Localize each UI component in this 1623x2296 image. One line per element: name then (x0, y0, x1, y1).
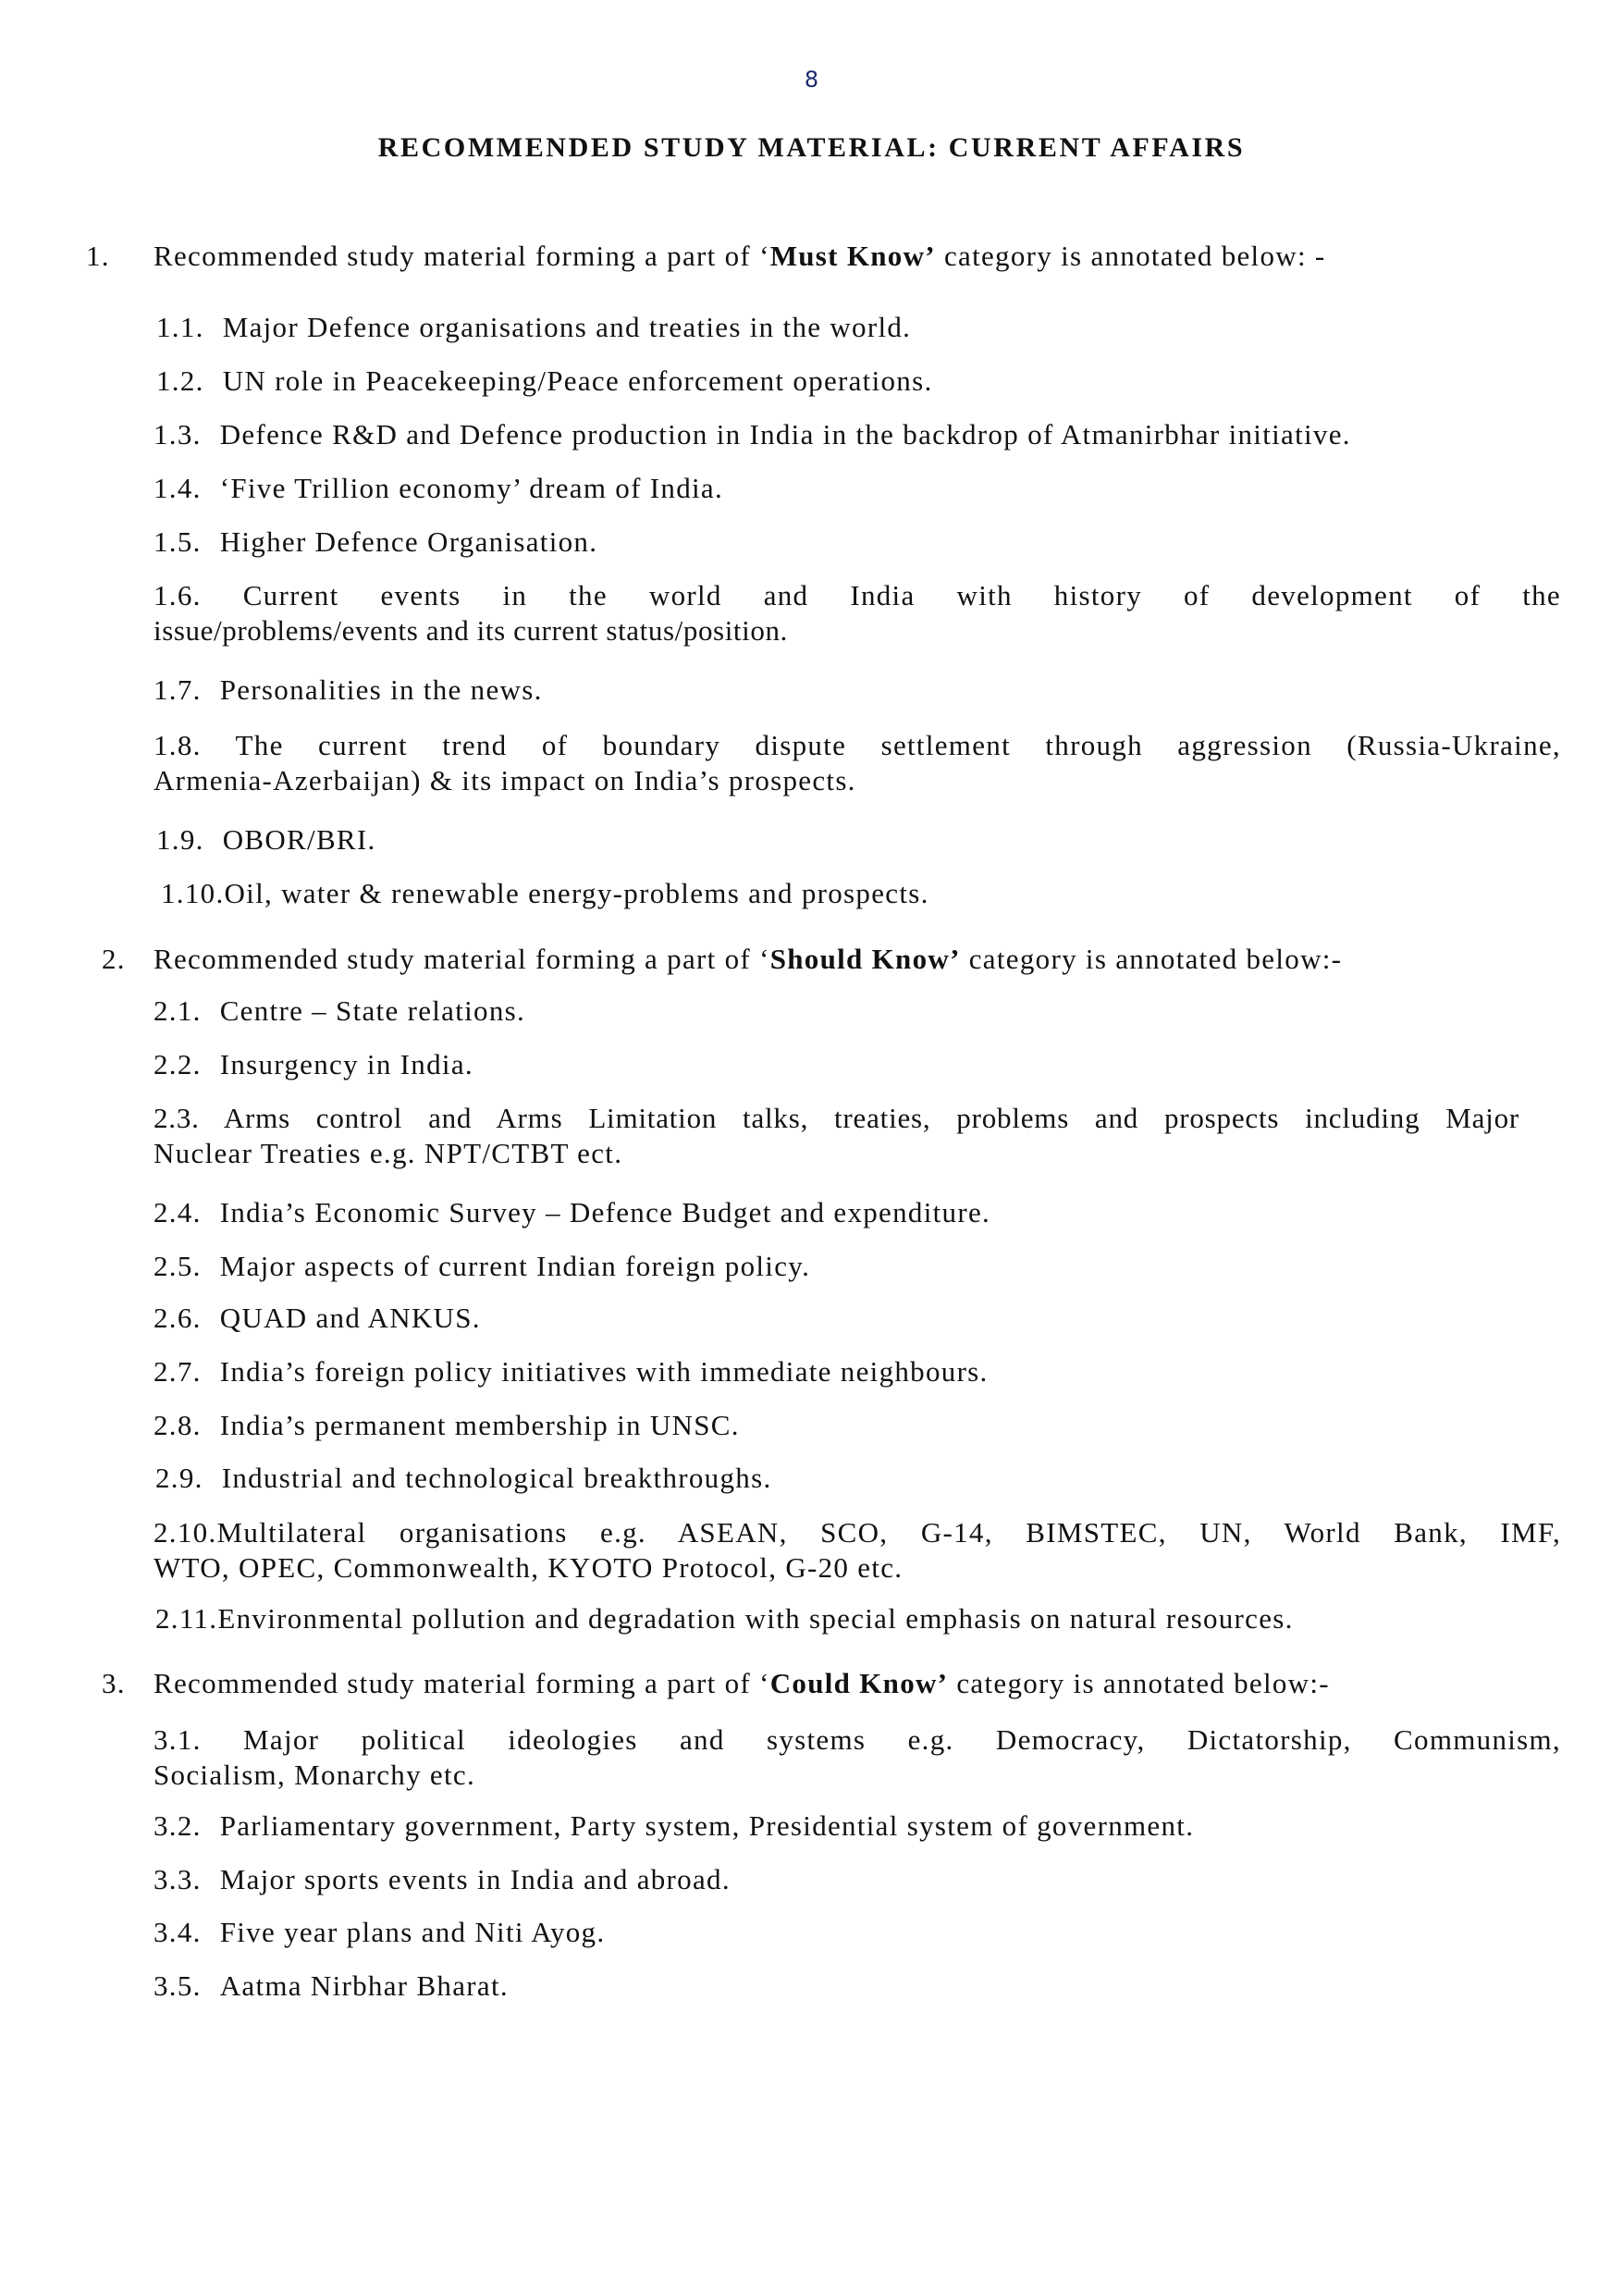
item-number: 1.3. (154, 418, 202, 451)
list-item (154, 1195, 990, 1230)
item-number: 1.8. (154, 729, 202, 761)
section-number: 3. (102, 1667, 126, 1699)
item-text: India’s permanent membership in UNSC. (219, 1409, 740, 1441)
item-text-continued: Armenia-Azerbaijan) & its impact on India’s prospects. (154, 764, 856, 796)
item-number: 2.9. (155, 1462, 203, 1494)
item-text: Personalities in the news. (219, 673, 543, 706)
item-number: 1.1. (156, 311, 204, 343)
list-item (154, 578, 1561, 648)
list-item (154, 1249, 810, 1284)
item-number: 2.6. (154, 1302, 202, 1334)
item-text: India’s Economic Survey – Defence Budget and expenditure. (219, 1196, 991, 1228)
category-label: Must Know’ (769, 240, 936, 272)
item-text: OBOR/BRI. (222, 823, 376, 856)
list-item (155, 1601, 1294, 1636)
item-text: Insurgency in India. (219, 1048, 473, 1080)
list-item (154, 1101, 1519, 1171)
item-number: 1.4. (154, 472, 202, 504)
item-text: Major sports events in India and abroad. (219, 1863, 731, 1895)
list-item (154, 1408, 740, 1443)
item-text-continued: Nuclear Treaties e.g. NPT/CTBT ect. (154, 1137, 623, 1169)
item-line (154, 1722, 1561, 1758)
item-number: 2.2. (154, 1048, 202, 1080)
list-item (154, 1354, 989, 1389)
item-number: 1.7. (154, 673, 202, 706)
category-label: Could Know’ (769, 1667, 949, 1699)
item-number: 1.6. (154, 579, 202, 611)
list-item (154, 673, 543, 708)
item-number: 2.5. (154, 1250, 202, 1282)
list-item (161, 876, 929, 911)
section-number: 2. (102, 943, 126, 975)
section-number: 1. (86, 240, 110, 272)
item-number: 2.8. (154, 1409, 202, 1441)
list-item (154, 1808, 1194, 1844)
list-item (154, 1047, 473, 1082)
item-text: QUAD and ANKUS. (219, 1302, 481, 1334)
item-text: Oil, water & renewable energy-problems and prospects. (224, 877, 929, 909)
item-text: Environmental pollution and degradation with special emphasis on natural resources. (217, 1602, 1294, 1635)
item-number: 2.11. (155, 1602, 218, 1635)
item-number: 3.1. (154, 1723, 202, 1756)
item-number: 1.9. (156, 823, 204, 856)
category-label: Should Know’ (769, 943, 961, 975)
item-text: UN role in Peacekeeping/Peace enforcement operations. (222, 364, 933, 397)
list-item (154, 1862, 731, 1897)
item-number: 1.5. (154, 525, 202, 558)
item-number: 1.2. (156, 364, 204, 397)
item-text: Industrial and technological breakthroughs. (221, 1462, 772, 1494)
item-text: Parliamentary government, Party system, Presidential system of government. (219, 1809, 1195, 1842)
list-item (154, 1722, 1561, 1793)
item-text-continued: Socialism, Monarchy etc. (154, 1759, 476, 1791)
section-intro: Recommended study material forming a part of ‘Must Know’ category is annotated below: - (154, 240, 1326, 272)
list-item (156, 364, 933, 399)
item-number: 3.5. (154, 1969, 202, 2002)
section-intro: Recommended study material forming a part of ‘Could Know’ category is annotated below:- (154, 1667, 1330, 1699)
item-number: 3.3. (154, 1863, 202, 1895)
list-item (154, 1301, 481, 1336)
item-number: 2.10. (154, 1516, 217, 1549)
item-text-continued: WTO, OPEC, Commonwealth, KYOTO Protocol, G-20 etc. (154, 1551, 904, 1584)
item-number: 2.1. (154, 994, 202, 1027)
item-line (154, 578, 1561, 613)
item-text: Defence R&D and Defence production in India in the backdrop of Atmanirbhar initiative. (219, 418, 1351, 451)
list-item (154, 1969, 509, 2004)
item-text: Multilateral organisations e.g. ASEAN, SCO, G-14, BIMSTEC, UN, World Bank, IMF, (216, 1516, 1561, 1549)
item-text: Major Defence organisations and treaties in the world. (222, 311, 912, 343)
section-intro: Recommended study material forming a part of ‘Should Know’ category is annotated below:- (154, 943, 1343, 975)
list-item (156, 822, 376, 858)
list-item (156, 310, 911, 345)
item-line (154, 1515, 1561, 1550)
item-text: The current trend of boundary dispute settlement through aggression (Russia-Ukraine, (235, 729, 1561, 761)
item-text: Current events in the world and India with history of development of the (242, 579, 1561, 611)
item-text: Centre – State relations. (219, 994, 526, 1027)
item-text: Five year plans and Niti Ayog. (219, 1916, 606, 1948)
item-text: India’s foreign policy initiatives with immediate neighbours. (219, 1355, 989, 1388)
page-number: 8 (804, 67, 819, 93)
item-text: Major aspects of current Indian foreign policy. (219, 1250, 811, 1282)
item-text: Major political ideologies and systems e.g. Democracy, Dictatorship, Communism, (243, 1723, 1561, 1756)
item-text: ‘Five Trillion economy’ dream of India. (219, 472, 724, 504)
list-item (154, 525, 597, 560)
list-item (154, 728, 1561, 798)
item-number: 2.3. (154, 1102, 200, 1134)
item-text: Higher Defence Organisation. (219, 525, 598, 558)
item-number: 2.4. (154, 1196, 202, 1228)
item-number: 1.10. (161, 877, 225, 909)
page-title: RECOMMENDED STUDY MATERIAL: CURRENT AFFAIRS (377, 132, 1246, 163)
list-item (154, 1515, 1561, 1586)
list-item (154, 471, 723, 506)
list-item (155, 1461, 772, 1496)
item-number: 3.4. (154, 1916, 202, 1948)
item-text: Arms control and Arms Limitation talks, treaties, problems and prospects including Major (223, 1102, 1520, 1134)
list-item (154, 417, 1351, 452)
list-item (154, 994, 525, 1029)
item-line (154, 1101, 1519, 1136)
list-item (154, 1915, 605, 1950)
item-number: 2.7. (154, 1355, 202, 1388)
item-text-continued: issue/problems/events and its current status/position. (154, 614, 788, 647)
item-text: Aatma Nirbhar Bharat. (219, 1969, 509, 2002)
item-line (154, 728, 1561, 763)
item-number: 3.2. (154, 1809, 202, 1842)
